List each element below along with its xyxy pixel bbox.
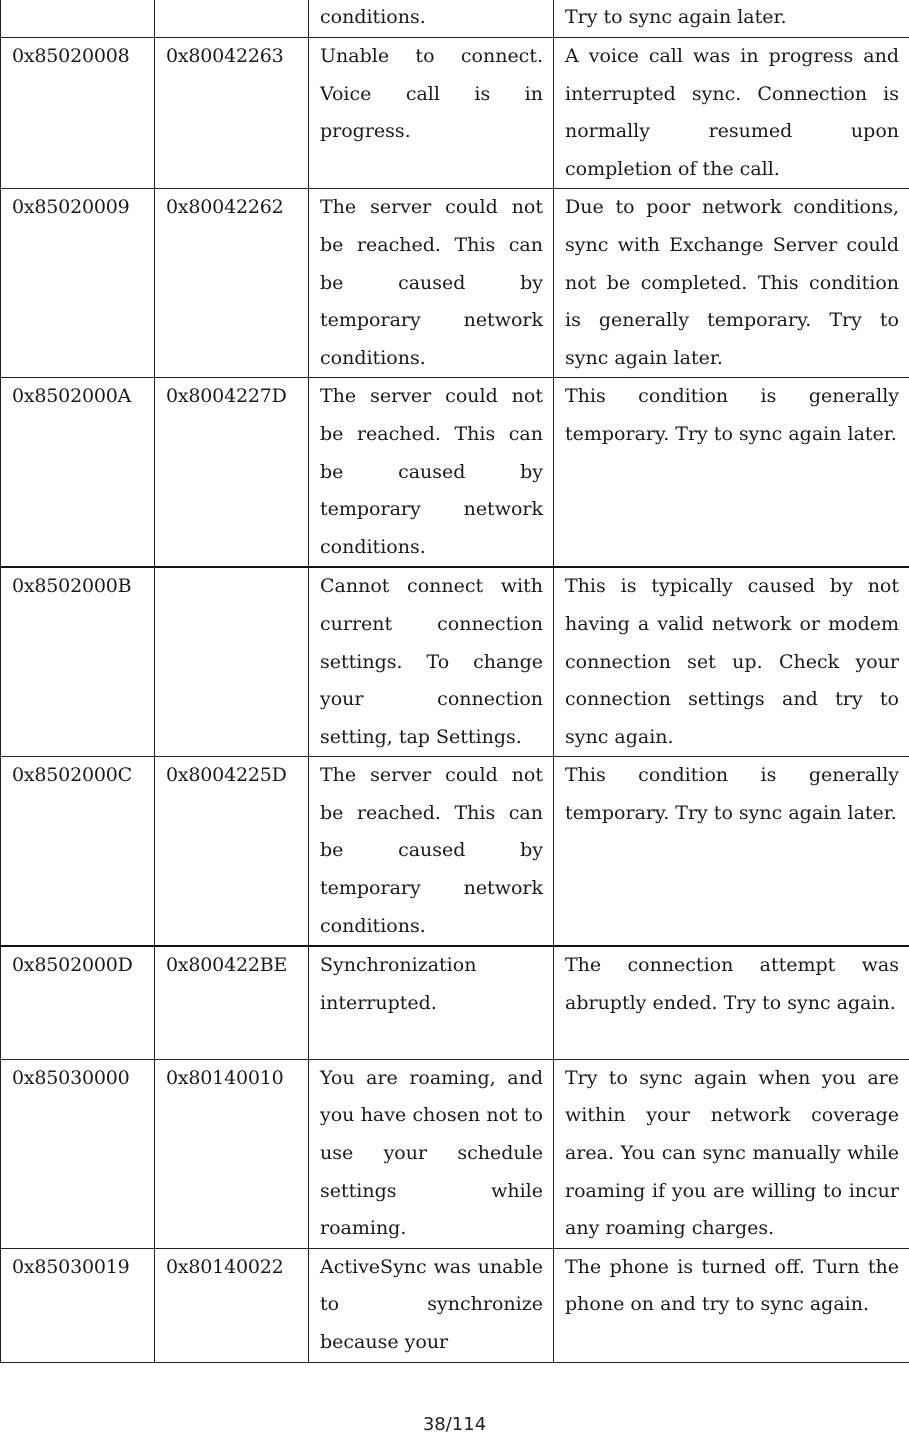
- error-solution: This condition is generally temporary. Try to sync again later.: [554, 757, 909, 946]
- error-solution: This is typically caused by not having a valid network or modem connection set up. Check your connection settings and try to sync again.: [554, 567, 909, 756]
- error-description: conditions.: [309, 0, 554, 38]
- error-code-secondary: 0x80140010: [155, 1059, 309, 1248]
- error-description: Unable to connect. Voice call is in progress.: [309, 38, 554, 189]
- error-code-primary: [1, 0, 155, 38]
- error-description: Cannot connect with current connection settings. To change your connection setting, tap Settings.: [309, 567, 554, 756]
- error-code-primary: 0x85030000: [1, 1059, 155, 1248]
- error-code-secondary: 0x80042262: [155, 189, 309, 378]
- error-code-secondary: 0x80140022: [155, 1248, 309, 1362]
- error-code-primary: 0x8502000D: [1, 946, 155, 1059]
- table-row: [1, 946, 909, 1059]
- error-solution: The connection attempt was abruptly ended. Try to sync again.: [554, 946, 909, 1059]
- error-description: The server could not be reached. This can be caused by temporary network conditions.: [309, 189, 554, 378]
- table-row: [1, 1059, 909, 1248]
- error-description: You are roaming, and you have chosen not to use your schedule settings while roaming.: [309, 1059, 554, 1248]
- table-row: [1, 757, 909, 946]
- table-row: [1, 378, 909, 567]
- error-code-secondary: [155, 0, 309, 38]
- error-description: Synchronization interrupted.: [309, 946, 554, 1059]
- error-description: The server could not be reached. This can be caused by temporary network conditions.: [309, 757, 554, 946]
- error-solution: Try to sync again later.: [554, 0, 909, 38]
- error-code-secondary: 0x80042263: [155, 38, 309, 189]
- error-solution: The phone is turned off. Turn the phone on and try to sync again.: [554, 1248, 909, 1362]
- error-code-secondary: [155, 567, 309, 756]
- error-code-primary: 0x8502000C: [1, 757, 155, 946]
- error-solution: Due to poor network conditions, sync with Exchange Server could not be completed. This condition is generally temporary. Try to sync again later.: [554, 189, 909, 378]
- error-description: The server could not be reached. This can be caused by temporary network conditions.: [309, 378, 554, 567]
- table-row: [1, 1248, 909, 1362]
- error-code-primary: 0x85020008: [1, 38, 155, 189]
- error-code-secondary: 0x8004227D: [155, 378, 309, 567]
- table-row: [1, 189, 909, 378]
- error-solution: Try to sync again when you are within your network coverage area. You can sync manually while roaming if you are willing to incur any roaming charges.: [554, 1059, 909, 1248]
- error-description: ActiveSync was unable to synchronize because your: [309, 1248, 554, 1362]
- error-code-primary: 0x85020009: [1, 189, 155, 378]
- error-code-secondary: 0x8004225D: [155, 757, 309, 946]
- error-solution: This condition is generally temporary. Try to sync again later.: [554, 378, 909, 567]
- table-row: [1, 38, 909, 189]
- error-code-primary: 0x85030019: [1, 1248, 155, 1362]
- page-number: 38/114: [422, 1414, 487, 1435]
- error-solution: A voice call was in progress and interrupted sync. Connection is normally resumed upon completion of the call.: [554, 38, 909, 189]
- error-code-primary: 0x8502000A: [1, 378, 155, 567]
- table-row: [1, 567, 909, 756]
- table-row: [1, 0, 909, 38]
- error-code-primary: 0x8502000B: [1, 567, 155, 756]
- error-code-secondary: 0x800422BE: [155, 946, 309, 1059]
